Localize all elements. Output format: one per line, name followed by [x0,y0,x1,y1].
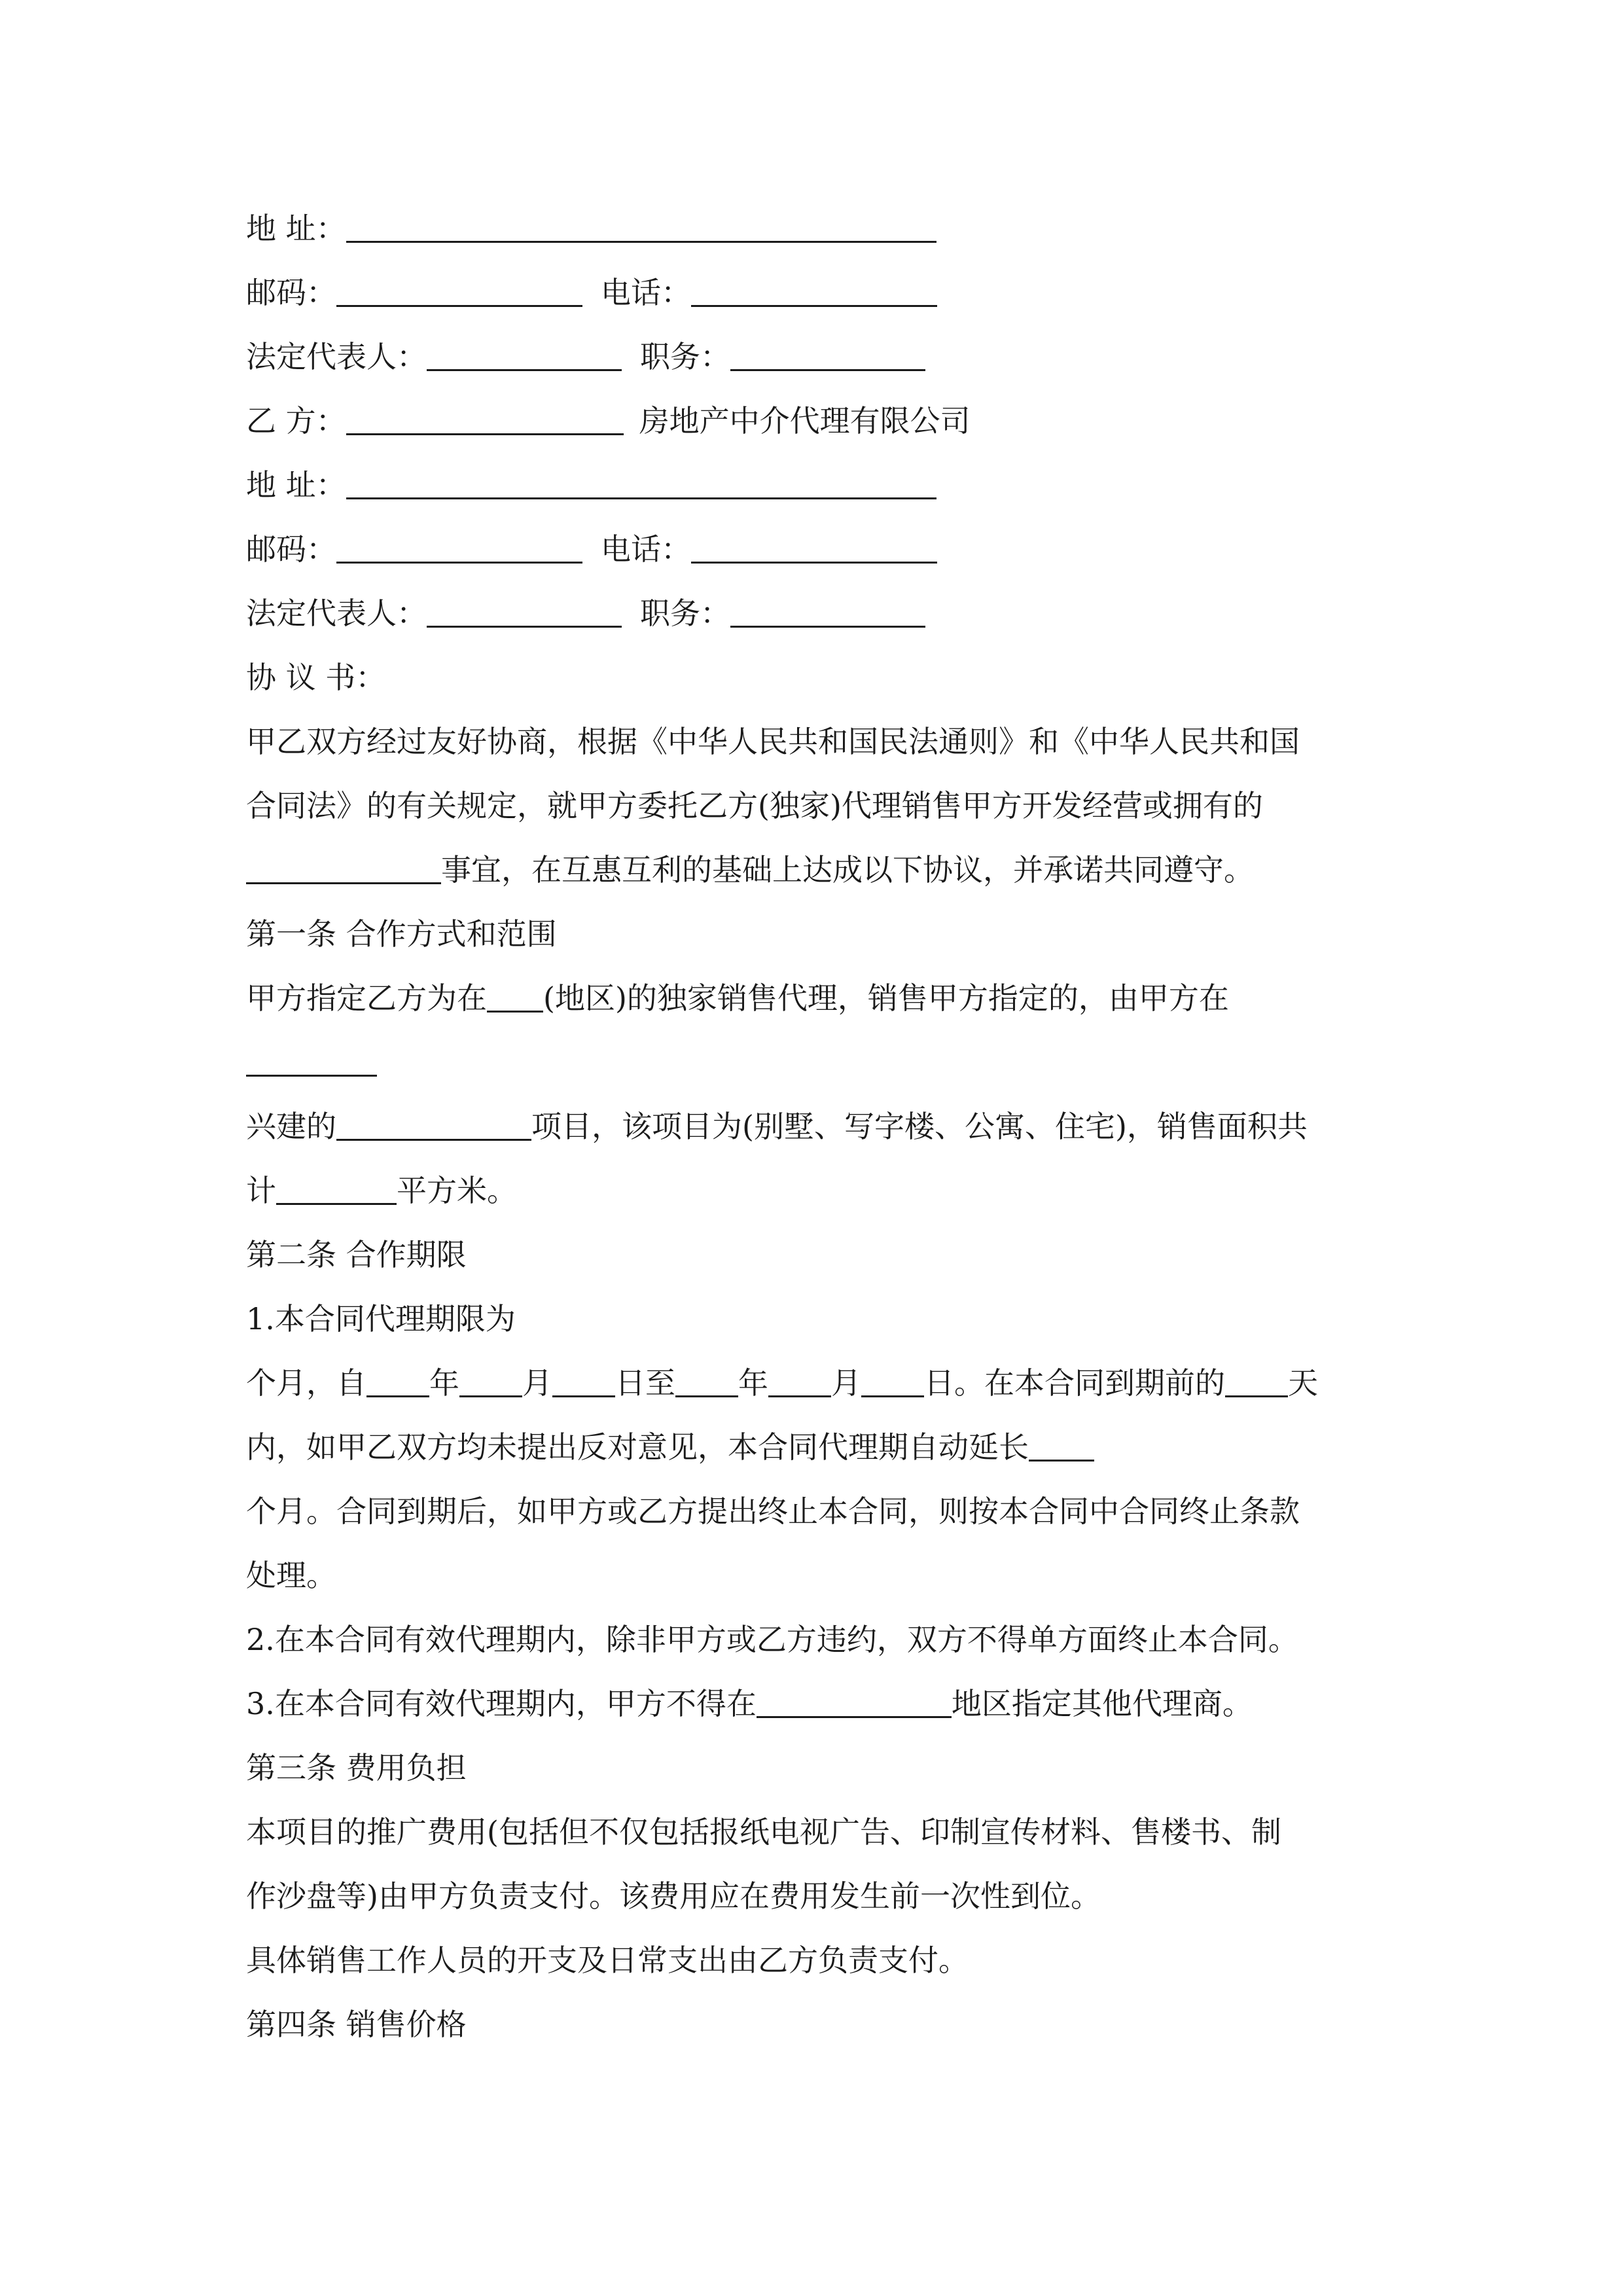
article-2-clause-3-a: 3.在本合同有效代理期内，甲方不得在 [246,1686,757,1721]
start-month-label: 月 [522,1365,552,1401]
party-a-postcode-field[interactable] [336,266,582,307]
party-b-address-field[interactable] [346,458,936,499]
party-a-rep-line [246,325,925,389]
party-a-postcode-label: 邮码： [246,275,336,310]
article-3-heading: 第三条 费用负担 [246,1750,467,1785]
party-b-title-field[interactable] [730,586,925,628]
start-year-label: 年 [429,1365,459,1401]
region-field[interactable] [487,971,543,1013]
start-day-label: 日至 [615,1365,675,1401]
end-month-field[interactable] [768,1356,831,1397]
party-b-name-line [246,389,971,453]
party-b-contact-line [246,517,937,581]
article-3-line-1: 本项目的推广费用(包括但不仅包括报纸电视广告、印制宣传材料、售楼书、制 [246,1814,1281,1850]
party-b-address-line [246,453,936,517]
party-a-address-field[interactable] [346,202,936,243]
preamble-line-2: 合同法》的有关规定，就甲方委托乙方(独家)代理销售甲方开发经营或拥有的 [246,788,1263,823]
party-b-rep-field[interactable] [427,586,622,628]
party-b-title-label: 职务： [640,596,730,631]
article-2-clause-1-line-3 [246,1415,1094,1479]
article-2-clause-3 [246,1672,1253,1736]
party-b-phone-label: 电话： [601,531,691,567]
article-1-line-3 [246,1094,1308,1158]
preamble-line-1: 甲乙双方经过友好协商，根据《中华人民共和国民法通则》和《中华人民共和国 [246,724,1300,759]
project-name-field[interactable] [336,1100,531,1141]
preamble-line-3 [246,838,1254,902]
article-2-clause-1-line-4: 个月。合同到期后，如甲方或乙方提出终止本合同，则按本合同中合同终止条款 [246,1494,1300,1529]
party-a-contact-line [246,260,937,325]
party-b-rep-label: 法定代表人： [246,596,427,631]
start-month-field[interactable] [459,1356,522,1397]
article-2-clause-1-line-5: 处理。 [246,1558,336,1593]
article-1-l3-b: 项目，该项目为(别墅、写字楼、公寓、住宅)，销售面积共 [531,1109,1308,1144]
end-month-label: 月 [831,1365,861,1401]
article-1-line-2 [246,1030,377,1094]
article-1-l1-a: 甲方指定乙方为在 [246,980,487,1016]
party-b-label: 乙 方： [246,403,346,439]
party-a-rep-field[interactable] [427,330,622,371]
property-blank-field[interactable] [246,843,441,884]
article-3-line-2: 作沙盘等)由甲方负责支付。该费用应在费用发生前一次性到位。 [246,1878,1101,1914]
party-a-address-line [246,196,936,260]
party-a-rep-label: 法定代表人： [246,339,427,374]
end-year-label: 年 [738,1365,768,1401]
party-b-company-suffix: 房地产中介代理有限公司 [639,403,971,439]
article-3-line-3: 具体销售工作人员的开支及日常支出由乙方负责支付。 [246,1943,969,1978]
end-year-field[interactable] [675,1356,738,1397]
article-2-months-prefix: 个月，自 [246,1365,366,1401]
party-b-postcode-label: 邮码： [246,531,336,567]
end-day-label: 日。在本合同到期前的 [924,1365,1225,1401]
location-field[interactable] [246,1035,377,1077]
end-day-field[interactable] [861,1356,924,1397]
article-1-line-1 [246,966,1229,1030]
party-a-phone-label: 电话： [601,275,691,310]
article-1-l3-a: 兴建的 [246,1109,336,1144]
exclusive-region-field[interactable] [757,1677,952,1718]
party-b-name-field[interactable] [346,394,624,435]
article-2-clause-1-dates [246,1351,1318,1415]
article-4-heading: 第四条 销售价格 [246,2007,467,2042]
party-a-phone-field[interactable] [691,266,937,307]
days-label: 天 [1288,1365,1318,1401]
start-day-field[interactable] [552,1356,615,1397]
party-a-address-label: 地 址： [246,211,346,246]
area-field[interactable] [276,1164,397,1205]
article-2-clause-3-b: 地区指定其他代理商。 [951,1686,1253,1721]
party-a-title-field[interactable] [730,330,925,371]
article-1-heading: 第一条 合作方式和范围 [246,916,557,952]
article-1-l1-b: (地区)的独家销售代理，销售甲方指定的，由甲方在 [543,980,1229,1016]
start-year-field[interactable] [366,1356,429,1397]
party-b-rep-line [246,581,925,645]
party-b-phone-field[interactable] [691,522,937,564]
article-2-clause-1: 1.本合同代理期限为 [246,1301,516,1336]
article-2-clause-2: 2.在本合同有效代理期内，除非甲方或乙方违约，双方不得单方面终止本合同。 [246,1622,1298,1657]
party-b-postcode-field[interactable] [336,522,582,564]
article-1-l4-a: 计 [246,1173,276,1208]
party-b-address-label: 地 址： [246,467,346,503]
article-2-extension-text: 内，如甲乙双方均未提出反对意见，本合同代理期自动延长 [246,1429,1029,1465]
article-1-l4-b: 平方米。 [397,1173,517,1208]
article-2-heading: 第二条 合作期限 [246,1237,467,1272]
article-1-line-4 [246,1158,517,1223]
extension-months-field[interactable] [1029,1420,1094,1462]
party-a-title-label: 职务： [640,339,730,374]
preamble-line-3-text: 事宜，在互惠互利的基础上达成以下协议，并承诺共同遵守。 [441,852,1254,888]
notice-days-field[interactable] [1225,1356,1288,1397]
agreement-heading: 协 议 书： [246,660,386,695]
